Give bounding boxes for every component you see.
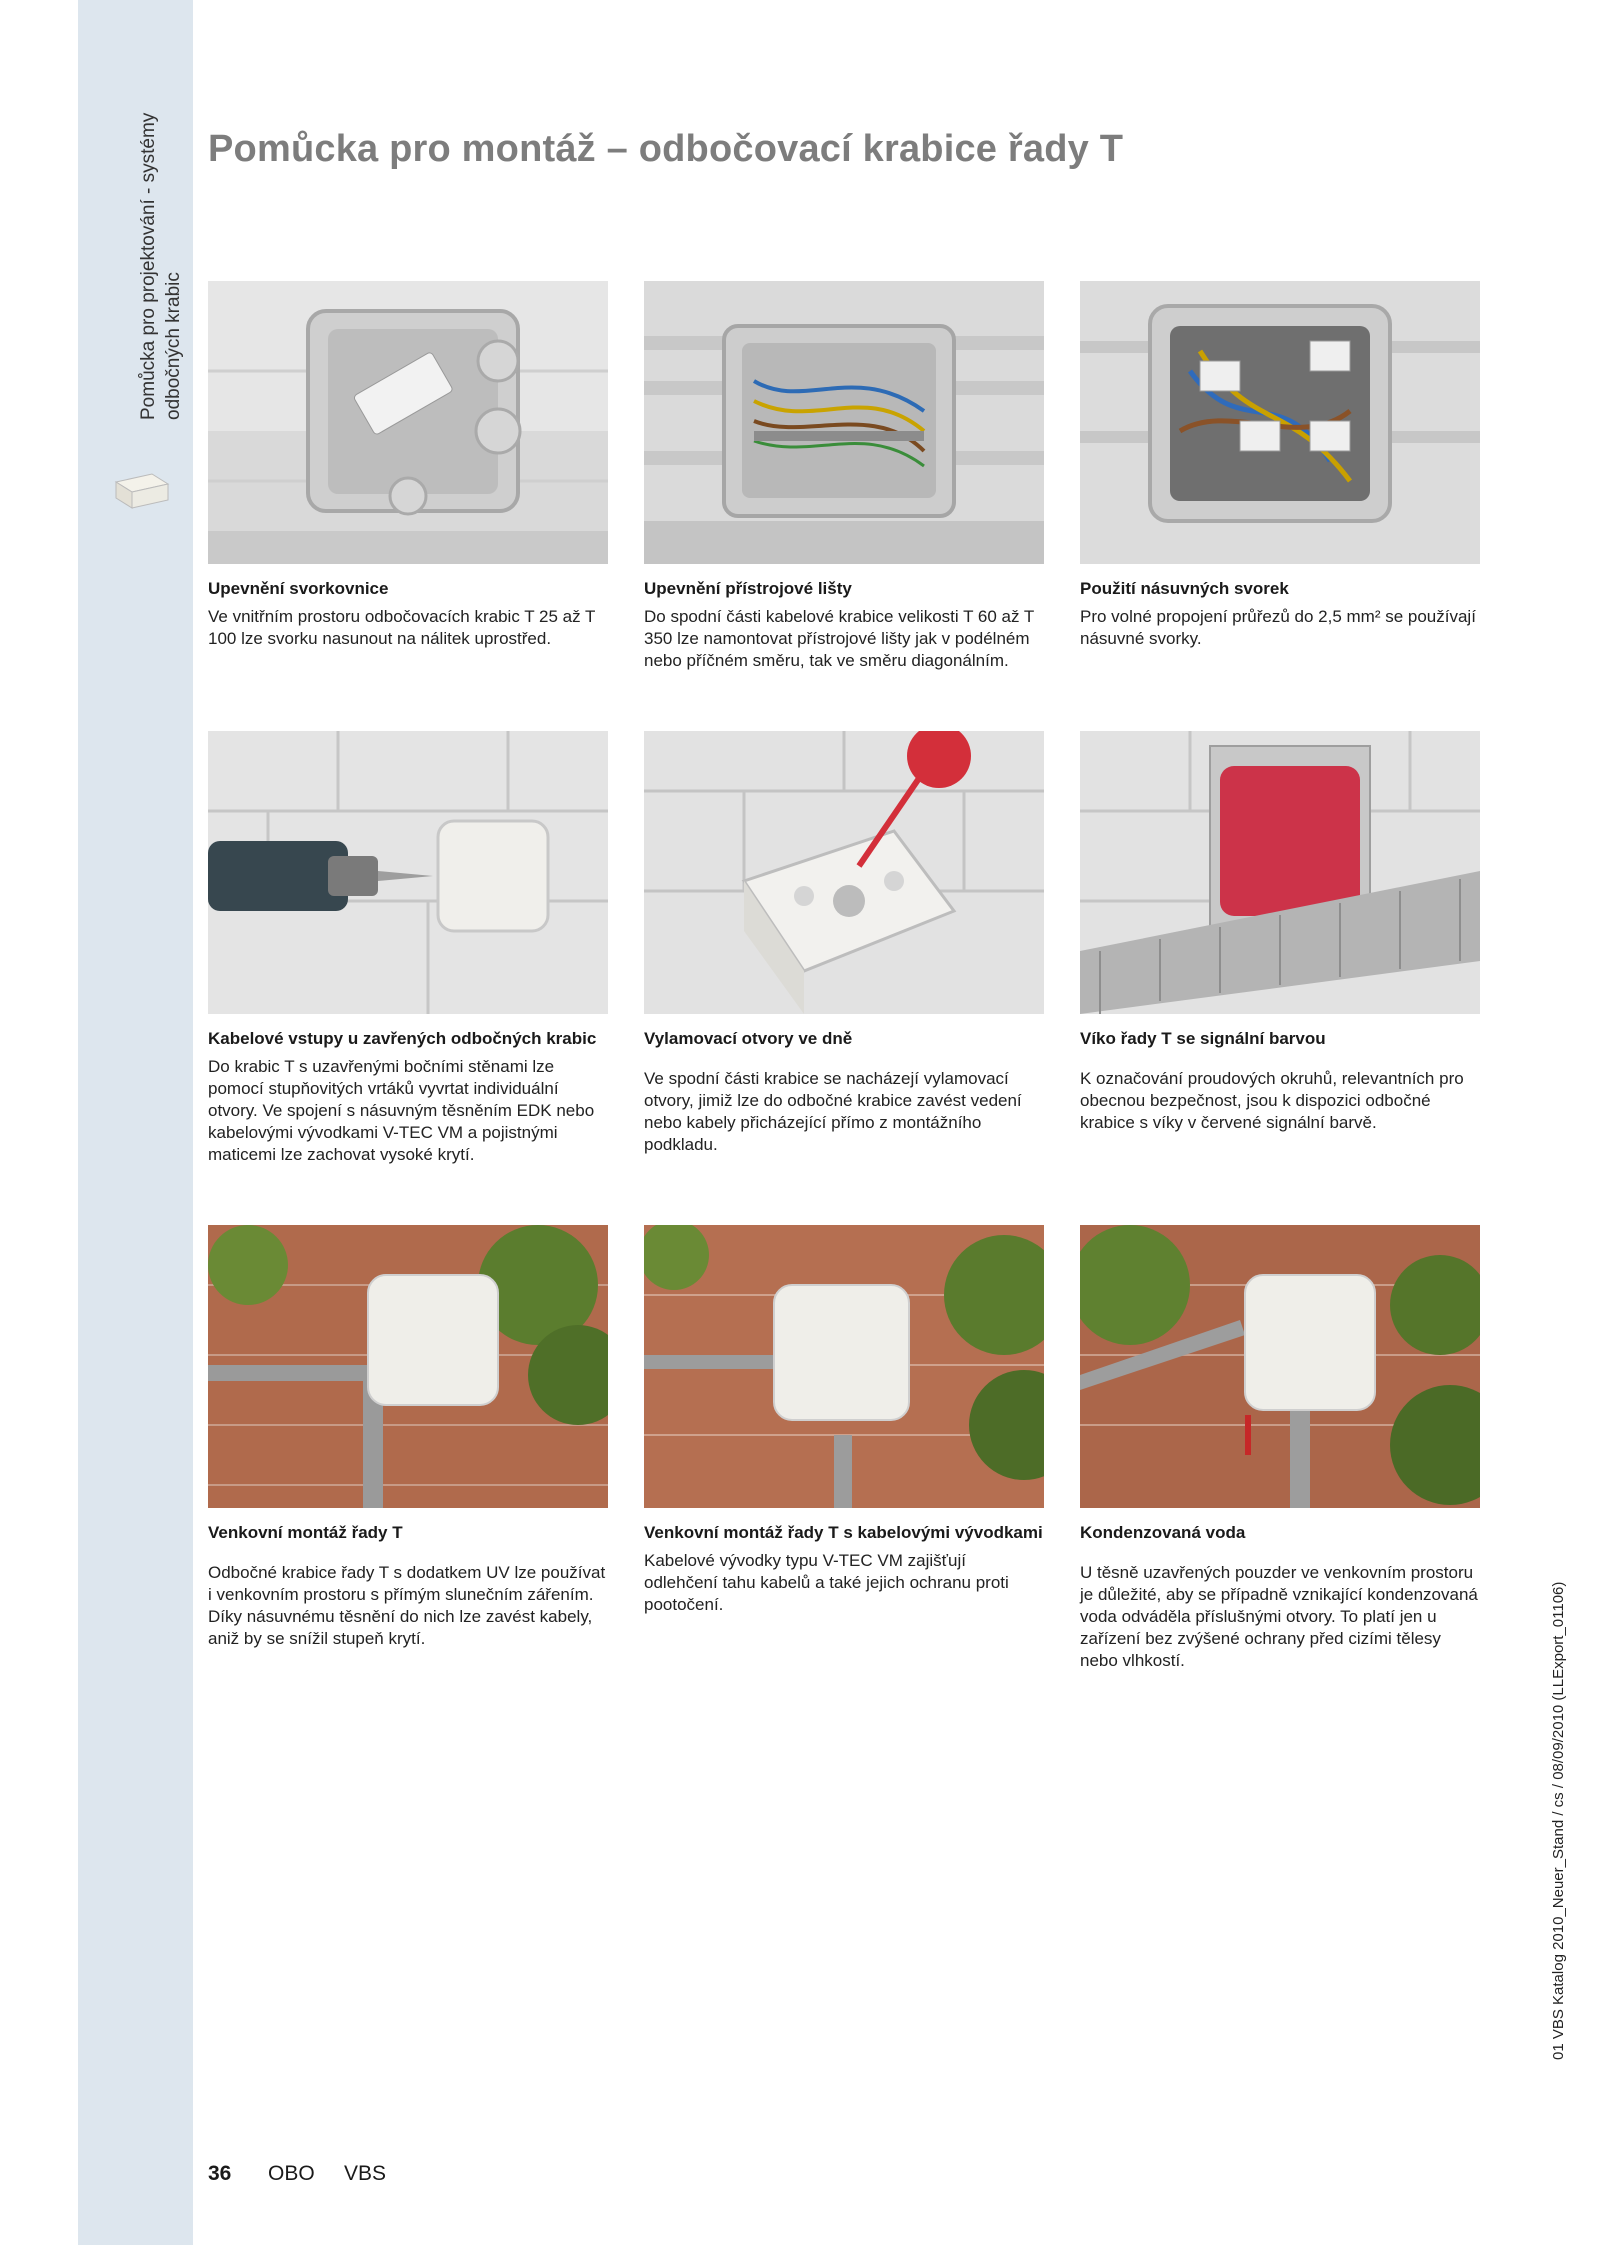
card-title: Víko řady T se signální barvou [1080,1029,1326,1048]
card-knockouts [644,731,1044,1156]
card-text: Do krabic T s uzavřenými bočními stěnami lze pomocí stupňovitých vrtáků vyvrtat individuální otvory. Ve spojení s násuvným těsněním EDK nebo kabelovými vývodkami V-TEC VM a pojistnými maticemi lze zachovat vysoké krytí. [208,1057,595,1164]
photo-terminal-block [208,281,608,564]
card-cable-entries [208,731,608,1166]
card-terminal-block [208,281,608,650]
card-text: U těsně uzavřených pouzder ve venkovním prostoru je důležité, aby se případně vznikající kondenzovaná voda odváděla příslušnými otvory. To platí jen u zařízení bez zvýšené ochrany před cizími tělesy nebo vlhkostí. [1080,1563,1478,1670]
card-text: Ve vnitřním prostoru odbočovacích krabic T 25 až T 100 lze svorku nasunout na nálitek uprostřed. [208,607,596,648]
card-text: Kabelové vývodky typu V-TEC VM zajišťují odlehčení tahu kabelů a také jejich ochranu proti pootočení. [644,1551,1009,1614]
photo-outdoor [208,1225,608,1508]
card-condensation [1080,1225,1480,1672]
junction-box-thumbnail-icon [112,470,170,512]
photo-device-rail [644,281,1044,564]
card-title: Venkovní montáž řady T s kabelovými vývodkami [644,1523,1043,1542]
photo-drilling [208,731,608,1014]
card-outdoor-glands [644,1225,1044,1616]
card-device-rail [644,281,1044,672]
card-title: Kabelové vstupy u zavřených odbočných krabic [208,1029,597,1048]
sidebar-label-line-2: odbočných krabic [163,272,184,420]
card-text: Pro volné propojení průřezů do 2,5 mm² se používají násuvné svorky. [1080,607,1476,648]
card-text: Ve spodní části krabice se nacházejí vylamovací otvory, jimiž lze do odbočné krabice zavést vedení nebo kabely přicházející přímo z montážního podkladu. [644,1069,1022,1154]
sidebar-section-label [136,113,186,420]
card-title: Upevnění svorkovnice [208,579,389,598]
catalog-footnote: 01 VBS Katalog 2010_Neuer_Stand / cs / 08/09/2010 (LLExport_01106) [1550,1581,1567,2060]
photo-knockouts [644,731,1044,1014]
card-text: K označování proudových okruhů, relevantních pro obecnou bezpečnost, jsou k dispozici odbočné krabice s víky v červené signální barvě. [1080,1069,1464,1132]
photo-signal-lid [1080,731,1480,1014]
card-title: Použití násuvných svorek [1080,579,1289,598]
card-title: Kondenzovaná voda [1080,1523,1246,1542]
card-title: Upevnění přístrojové lišty [644,579,852,598]
page-number: 36 [208,2162,232,2185]
card-title: Vylamovací otvory ve dně [644,1029,853,1048]
footer-brand: OBO [268,2162,315,2185]
page-title: Pomůcka pro montáž – odbočovací krabice řady T [208,128,1124,170]
card-title: Venkovní montáž řady T [208,1523,403,1542]
photo-push-terminals [1080,281,1480,564]
card-push-terminals [1080,281,1480,650]
footer-section: VBS [344,2162,387,2185]
photo-condensation [1080,1225,1480,1508]
card-text: Odbočné krabice řady T s dodatkem UV lze používat i venkovním prostoru s přímým slunečním zářením. Díky násuvnému těsnění do nich lze zavést kabely, aniž by se snížil stupeň krytí. [208,1563,606,1648]
card-text: Do spodní části kabelové krabice velikosti T 60 až T 350 lze namontovat přístrojové lišty jak v podélném nebo příčném směru, tak ve směru diagonálním. [644,607,1034,670]
card-outdoor [208,1225,608,1650]
card-signal-lid [1080,731,1480,1134]
photo-outdoor-glands [644,1225,1044,1508]
sidebar-label-line-1: Pomůcka pro projektování - systémy [138,112,159,420]
